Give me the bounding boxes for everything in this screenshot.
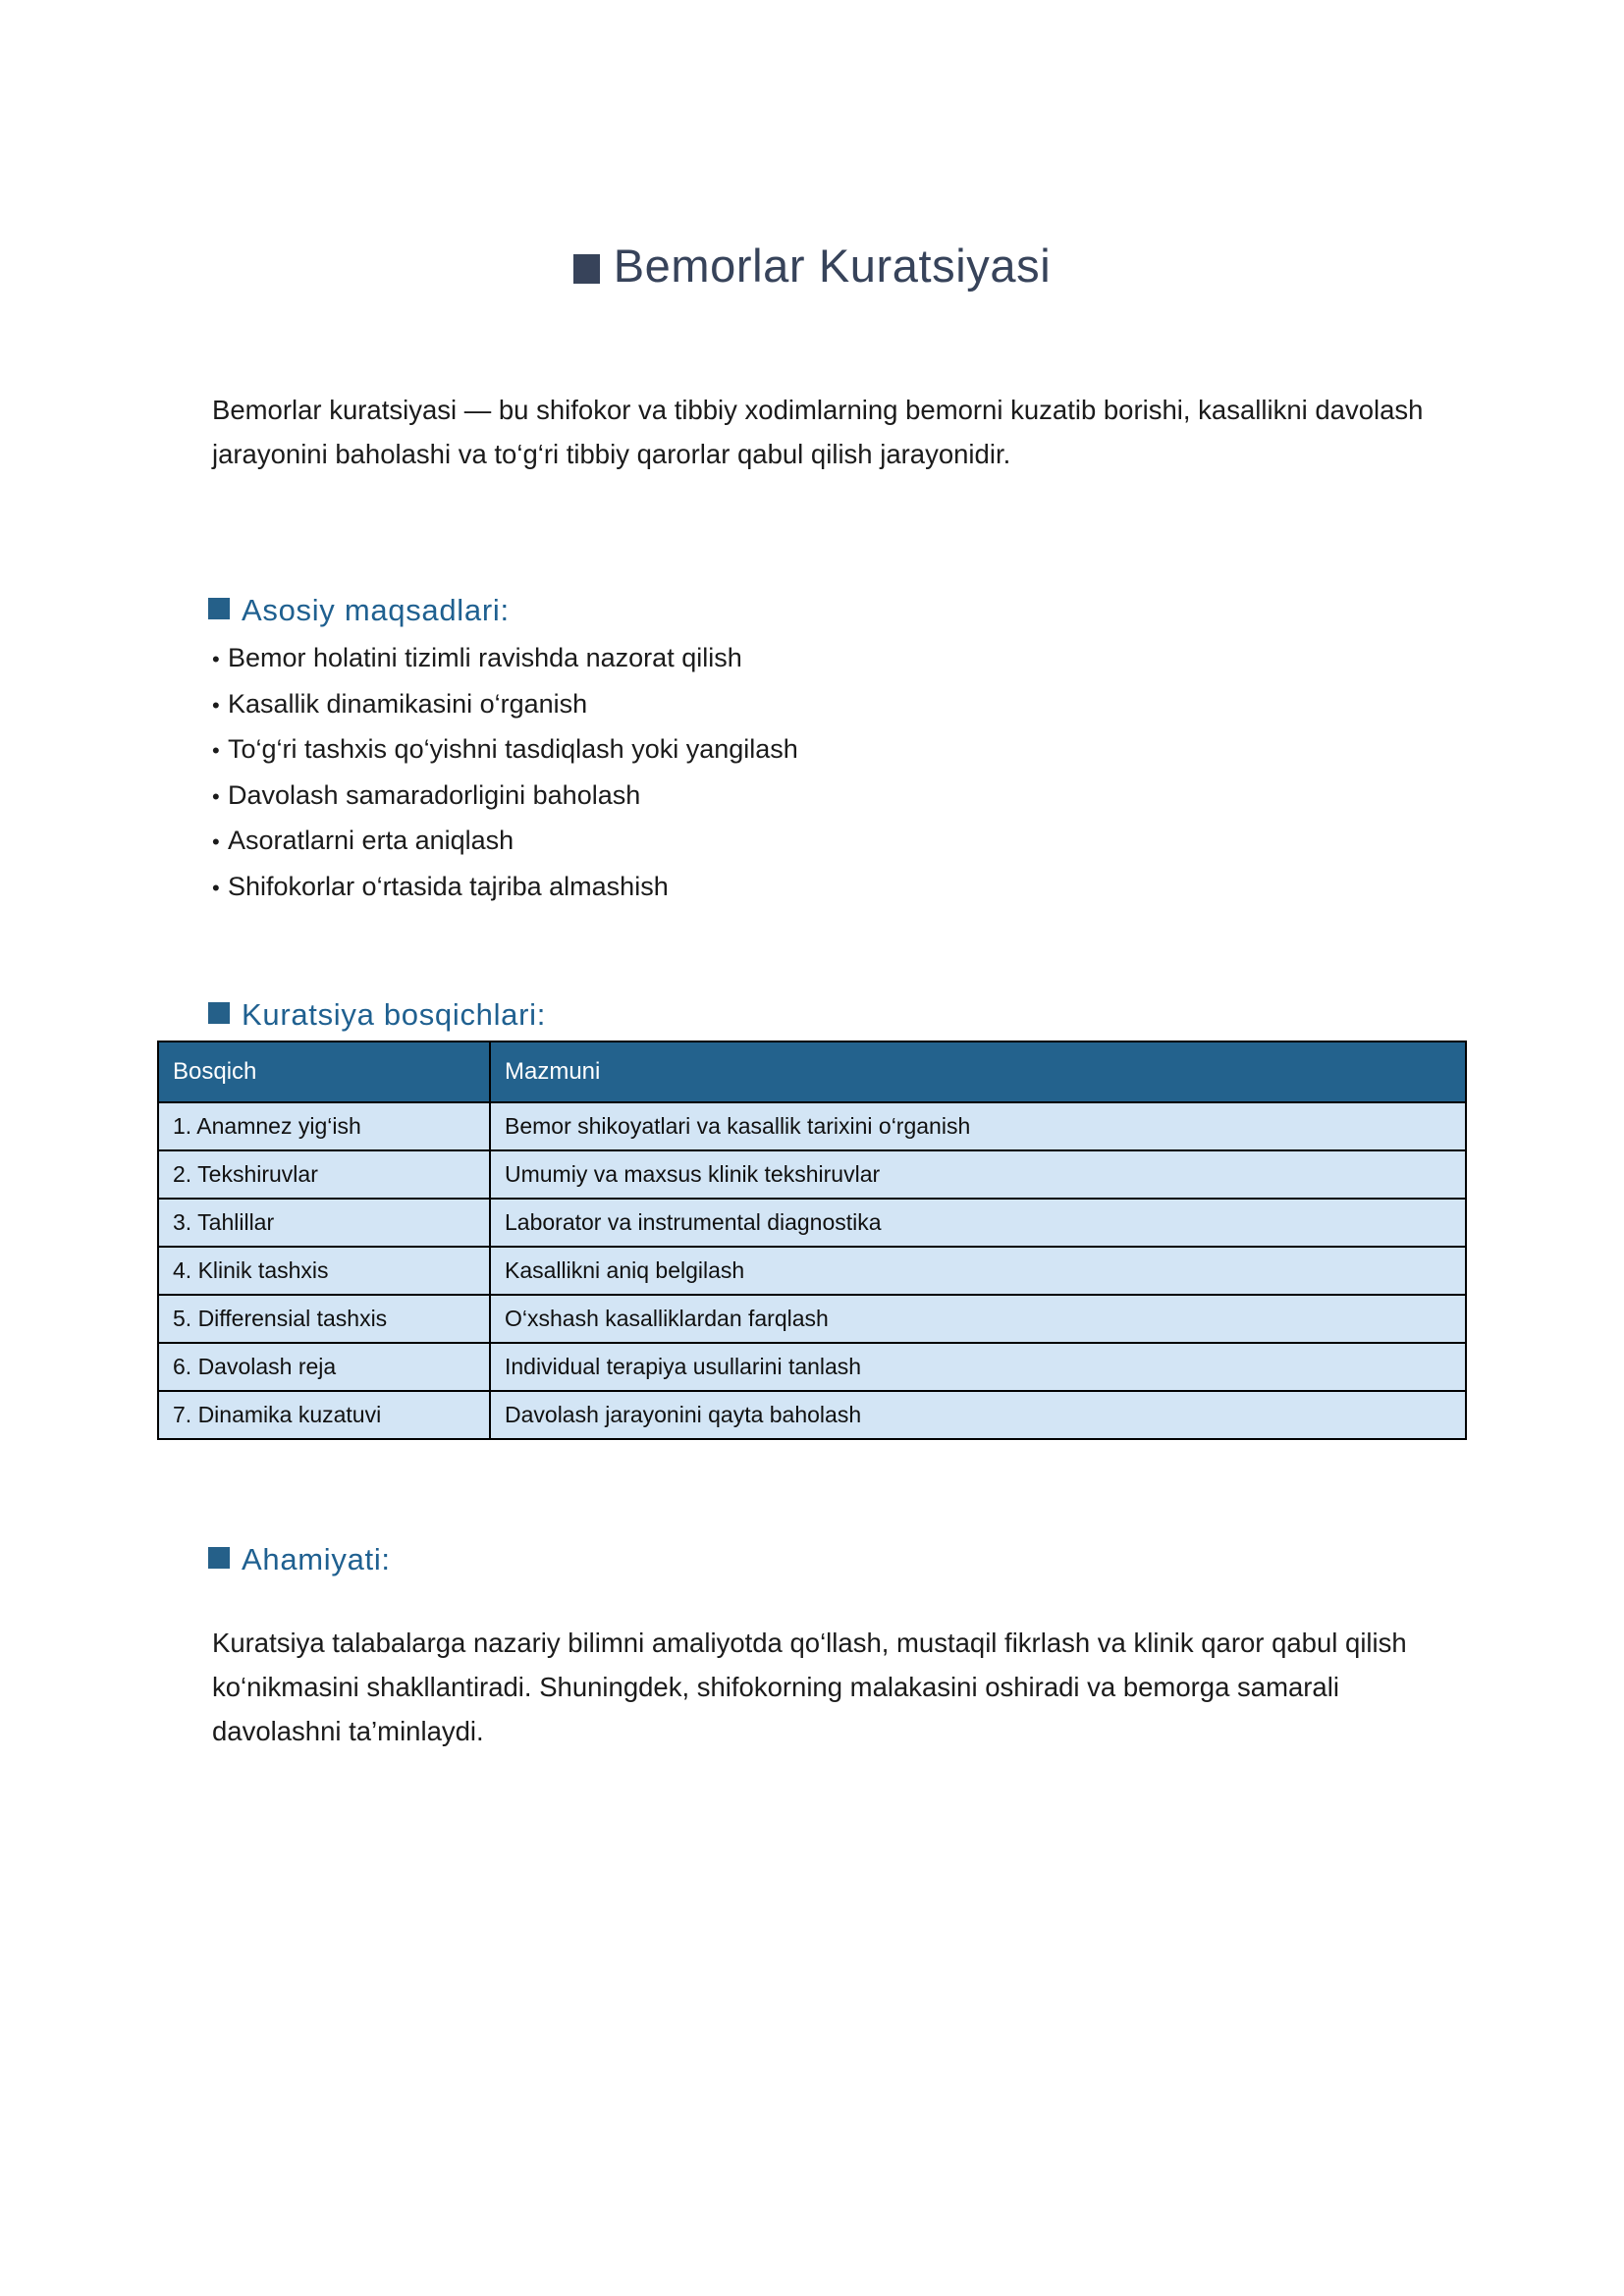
heading-square-bullet-icon [208, 1002, 230, 1024]
table-row [158, 1295, 1466, 1343]
list-item [212, 727, 1292, 774]
bullet-dot-icon: • [212, 738, 220, 763]
stages-table [157, 1041, 1467, 1440]
table-row [158, 1391, 1466, 1439]
table-cell-stage: 7. Dinamika kuzatuvi [158, 1391, 490, 1439]
table-cell-content: Bemor shikoyatlari va kasallik tarixini o‘rganish [490, 1102, 1466, 1150]
table-row [158, 1343, 1466, 1391]
table-cell-stage: 3. Tahlillar [158, 1199, 490, 1247]
bullet-dot-icon: • [212, 692, 220, 718]
table-cell-content: Individual terapiya usullarini tanlash [490, 1343, 1466, 1391]
page-title [0, 239, 1624, 293]
table-cell-content: Kasallikni aniq belgilash [490, 1247, 1466, 1295]
page-title-text: Bemorlar Kuratsiyasi [613, 240, 1052, 293]
bullet-dot-icon: • [212, 875, 220, 900]
bullet-dot-icon: • [212, 647, 220, 671]
table-cell-stage: 4. Klinik tashxis [158, 1247, 490, 1295]
list-item [212, 774, 1292, 820]
table-header-row [158, 1041, 1466, 1102]
list-item [212, 682, 1292, 728]
list-item-label: Bemor holatini tizimli ravishda nazorat qilish [228, 643, 742, 672]
bullet-dot-icon: • [212, 783, 220, 809]
list-item-label: Shifokorlar o‘rtasida tajriba almashish [228, 871, 669, 901]
table-cell-stage: 1. Anamnez yig‘ish [158, 1102, 490, 1150]
heading-square-bullet-icon [208, 1547, 230, 1569]
list-item [212, 819, 1292, 865]
importance-paragraph: Kuratsiya talabalarga nazariy bilimni amaliyotda qo‘llash, mustaqil fikrlash va klinik qaror qabul qilish ko‘nikmasini shakllantiradi. Shuningdek, shifokorning malakasini oshiradi va bemorga samarali davolashni ta’minlaydi. [212, 1627, 1407, 1746]
section-heading-importance [208, 1542, 391, 1577]
table-cell-stage: 2. Tekshiruvlar [158, 1150, 490, 1199]
intro-paragraph: Bemorlar kuratsiyasi — bu shifokor va tibbiy xodimlarning bemorni kuzatib borishi, kasallikni davolash jarayonini baholashi va to‘g‘ri tibbiy qarorlar qabul qilish jarayonidir. [212, 394, 1424, 469]
table-row [158, 1150, 1466, 1199]
table-cell-stage: 5. Differensial tashxis [158, 1295, 490, 1343]
heading-square-bullet-icon [208, 598, 230, 619]
bullet-dot-icon: • [212, 829, 220, 854]
list-item [212, 636, 1292, 682]
goals-list [212, 636, 1292, 910]
table-row [158, 1199, 1466, 1247]
list-item-label: Asoratlarni erta aniqlash [228, 826, 514, 855]
table-column-header-stage: Bosqich [158, 1041, 490, 1102]
table-row [158, 1247, 1466, 1295]
table-column-header-content: Mazmuni [490, 1041, 1466, 1102]
section-heading-importance-text: Ahamiyati: [242, 1541, 391, 1576]
section-heading-stages-text: Kuratsiya bosqichlari: [242, 996, 547, 1032]
list-item-label: Kasallik dinamikasini o‘rganish [228, 688, 588, 719]
table-cell-content: Davolash jarayonini qayta baholash [490, 1391, 1466, 1439]
table-cell-content: Laborator va instrumental diagnostika [490, 1199, 1466, 1247]
table-cell-content: O‘xshash kasalliklardan farqlash [490, 1295, 1466, 1343]
list-item [212, 865, 1292, 911]
table-row [158, 1102, 1466, 1150]
section-heading-goals-text: Asosiy maqsadlari: [242, 592, 510, 627]
table-cell-content: Umumiy va maxsus klinik tekshiruvlar [490, 1150, 1466, 1199]
list-item-label: To‘g‘ri tashxis qo‘yishni tasdiqlash yoki yangilash [228, 734, 798, 764]
table-cell-stage: 6. Davolash reja [158, 1343, 490, 1391]
title-square-bullet-icon [573, 254, 600, 284]
section-heading-stages [208, 997, 546, 1033]
section-heading-goals [208, 593, 510, 628]
list-item-label: Davolash samaradorligini baholash [228, 779, 641, 810]
